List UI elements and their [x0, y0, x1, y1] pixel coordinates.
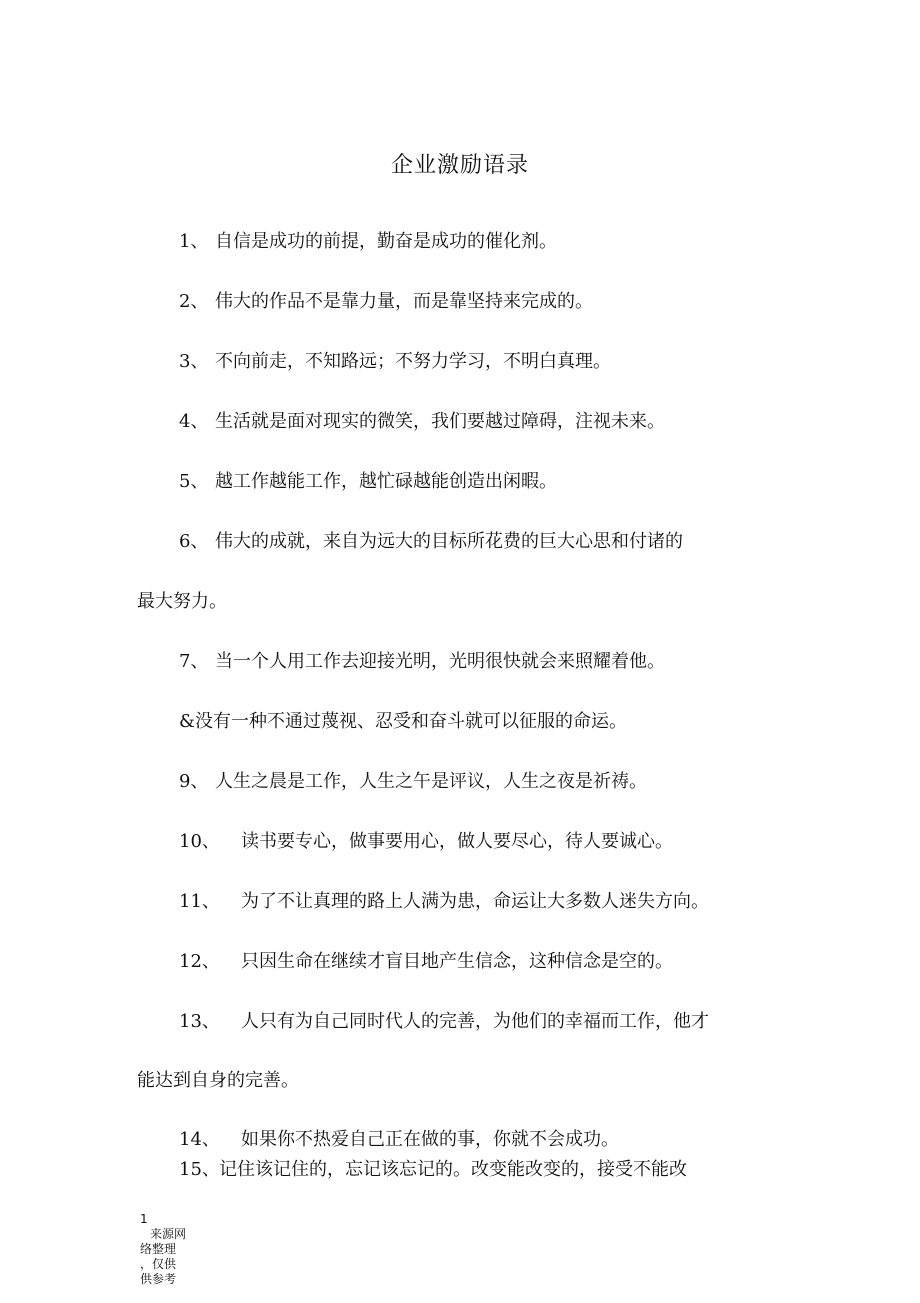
item-text: 读书要专心，做事要用心，做人要尽心，待人要诚心。	[241, 831, 673, 852]
list-item	[179, 1010, 709, 1034]
footer-note-line: 来源网	[150, 1227, 187, 1241]
item-number: 14、	[179, 1129, 220, 1150]
item-number: 11、	[179, 891, 220, 912]
item-number: 3、	[179, 351, 209, 372]
item-continuation: 能达到自身的完善。	[137, 1070, 299, 1091]
list-item	[179, 1128, 619, 1152]
list-item	[179, 410, 665, 434]
item-text: 伟大的成就，来自为远大的目标所花费的巨大心思和付诸的	[215, 531, 683, 552]
item-text: 不向前走，不知路远；不努力学习，不明白真理。	[215, 351, 611, 372]
list-item	[179, 830, 673, 854]
item-number: 15、	[179, 1159, 220, 1180]
list-item	[179, 290, 593, 314]
item-continuation: 最大努力。	[137, 591, 227, 612]
list-item	[179, 350, 611, 374]
item-number: 4、	[179, 411, 209, 432]
list-item	[179, 530, 683, 554]
page-number: 1	[140, 1212, 148, 1226]
item-text: 当一个人用工作去迎接光明，光明很快就会来照耀着他。	[215, 651, 665, 672]
item-number: 7、	[179, 651, 209, 672]
document-title: 企业激励语录	[390, 153, 529, 178]
item-number: 1、	[179, 231, 209, 252]
item-number: 6、	[179, 531, 209, 552]
page-footer	[140, 1212, 186, 1287]
item-text: 只因生命在继续才盲目地产生信念，这种信念是空的。	[241, 951, 673, 972]
item-number: 9、	[179, 771, 209, 792]
item-text: 越工作越能工作，越忙碌越能创造出闲暇。	[215, 471, 557, 492]
item-text: 伟大的作品不是靠力量，而是靠坚持来完成的。	[215, 291, 593, 312]
item-text: 记住该记住的，忘记该忘记的。改变能改变的，接受不能改	[219, 1159, 687, 1180]
footer-note-line: 供参考	[140, 1272, 177, 1286]
list-item	[179, 650, 665, 674]
item-number: 2、	[179, 291, 209, 312]
list-item	[179, 770, 647, 794]
list-item	[179, 950, 673, 974]
item-number: 10、	[179, 831, 220, 852]
list-item	[179, 1158, 687, 1182]
item-text: &没有一种不通过蔑视、忍受和奋斗就可以征服的命运。	[179, 711, 628, 732]
item-text: 生活就是面对现实的微笑，我们要越过障碍，注视未来。	[215, 411, 665, 432]
footer-note-line: 络整理	[140, 1242, 177, 1256]
item-text: 人只有为自己同时代人的完善，为他们的幸福而工作，他才	[241, 1011, 709, 1032]
item-number: 5、	[179, 471, 209, 492]
list-item	[179, 890, 709, 914]
item-text: 人生之晨是工作，人生之午是评议，人生之夜是祈祷。	[215, 771, 647, 792]
item-number: 12、	[179, 951, 220, 972]
item-text: 为了不让真理的路上人满为患，命运让大多数人迷失方向。	[241, 891, 709, 912]
list-item	[179, 230, 557, 254]
list-item	[179, 710, 627, 734]
item-text: 自信是成功的前提，勤奋是成功的催化剂。	[215, 231, 557, 252]
item-number: 13、	[179, 1011, 220, 1032]
footer-note-line: ，仅供	[140, 1257, 177, 1271]
item-text: 如果你不热爱自己正在做的事，你就不会成功。	[241, 1129, 619, 1150]
list-item	[179, 470, 557, 494]
